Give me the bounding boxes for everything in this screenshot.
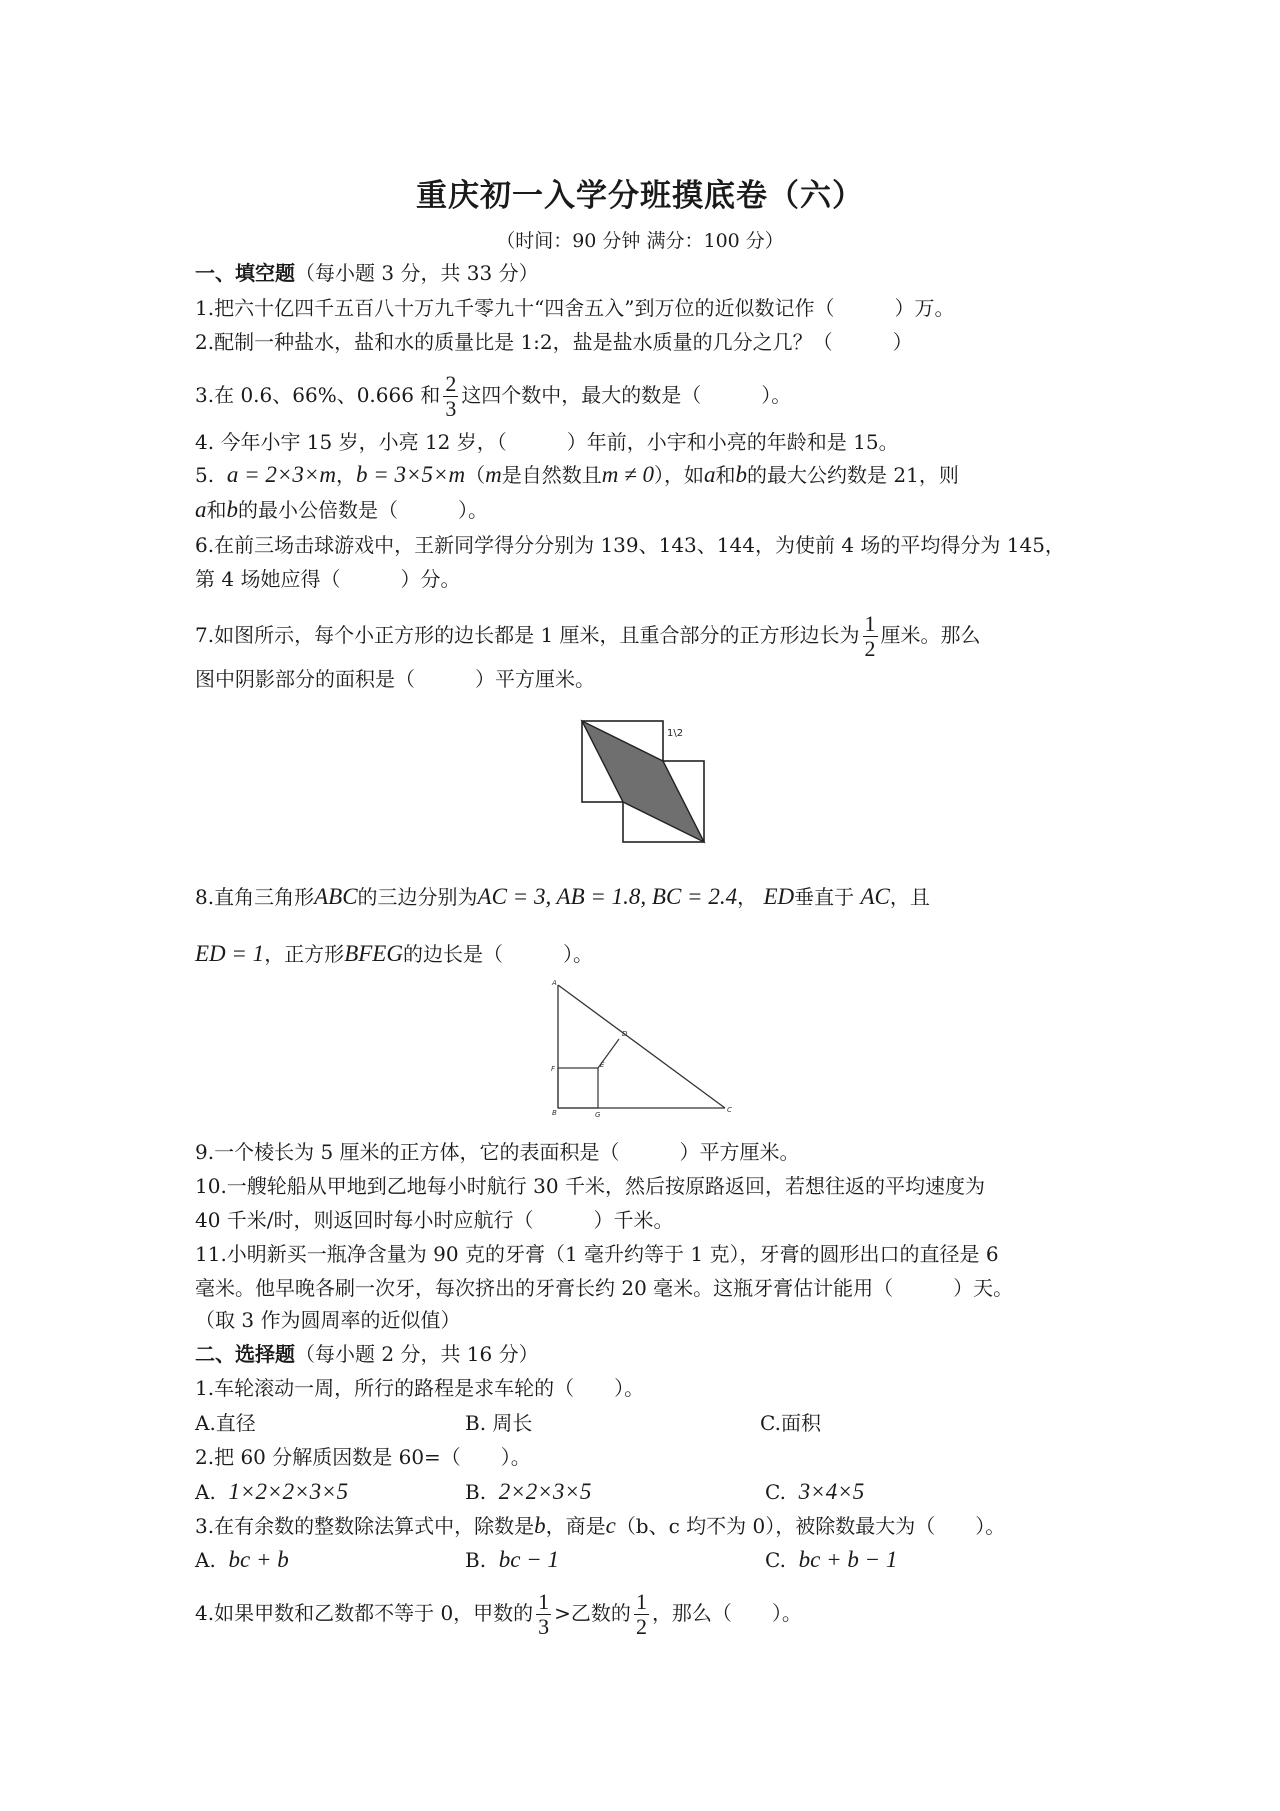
page-subtitle: （时间：90 分钟 满分：100 分）: [496, 230, 784, 252]
fraction-one-half: [863, 612, 878, 661]
fraction-two-thirds: [443, 372, 458, 421]
question-1-11-line1: 11.小明新买一瓶净含量为 90 克的牙膏（1 毫升约等于 1 克），牙膏的圆形出口的直径是 6: [195, 1242, 999, 1266]
question-2-1: 1.车轮滚动一周，所行的路程是求车轮的（ ）。: [195, 1376, 645, 1400]
frac-den: 2: [864, 636, 876, 661]
option-label: B.: [465, 1548, 487, 1572]
label-b: B: [552, 1109, 557, 1117]
q5-l2-and: 和: [206, 498, 227, 522]
q4-text-pre: 4.如果甲数和乙数都不等于 0，甲数的: [195, 1601, 534, 1625]
figure-overlapping-squares: [570, 715, 720, 850]
q5-var-b: b: [735, 462, 748, 487]
q3-paren: （b、c 均不为 0），被除数最大为（ ）。: [615, 1514, 1006, 1538]
q5-l2-var-a: a: [195, 497, 207, 522]
question-1-4: 4. 今年小宇 15 岁，小亮 12 岁，（ ）年前，小宇和小亮的年龄和是 15。: [195, 430, 899, 454]
option-expr: bc + b − 1: [798, 1547, 898, 1572]
q4-post: ，那么（ ）。: [651, 1601, 802, 1625]
shaded-region: [582, 721, 704, 842]
q2-3-option-a[interactable]: [195, 1546, 289, 1574]
q2-2-option-b[interactable]: [465, 1478, 591, 1506]
question-2-2: 2.把 60 分解质因数是 60=（ ）。: [195, 1445, 531, 1469]
figure-right-triangle: [540, 975, 740, 1120]
question-1-9: 9.一个棱长为 5 厘米的正方体，它的表面积是（ ）平方厘米。: [195, 1140, 800, 1164]
question-1-7-line1: [195, 612, 981, 661]
q3-var-c: c: [605, 1513, 616, 1538]
square-bfeg: [558, 1068, 598, 1108]
question-1-3: [195, 372, 791, 421]
section-title: 二、选择题: [195, 1342, 295, 1366]
question-1-11-line3: （取 3 作为圆周率的近似值）: [195, 1308, 461, 1332]
option-label: A.: [195, 1548, 216, 1572]
question-1-2: 2.配制一种盐水，盐和水的质量比是 1:2，盐是盐水质量的几分之几？（ ）: [195, 330, 913, 354]
q3-mid: ，商是: [545, 1514, 606, 1538]
q2-3-option-b[interactable]: [465, 1546, 559, 1574]
section-note: （每小题 3 分，共 33 分）: [295, 261, 539, 285]
question-1-10-line1: 10.一艘轮船从甲地到乙地每小时航行 30 千米，然后按原路返回，若想往返的平均速度为: [195, 1174, 985, 1198]
q5-var-m: m: [485, 462, 502, 487]
q8-sep: ，: [737, 885, 758, 909]
q8-mid: 的三边分别为: [357, 885, 478, 909]
section-heading-choice: [195, 1340, 539, 1368]
option-expr: bc − 1: [498, 1547, 560, 1572]
q5-sep: ，: [335, 463, 356, 487]
q4-mid: >乙数的: [554, 1601, 631, 1625]
q8-l2-mid: ，正方形: [264, 942, 345, 966]
question-1-5-line2: [195, 496, 488, 524]
fraction-one-third: [536, 1590, 551, 1639]
q5-num: 5.: [195, 463, 215, 487]
option-expr: 1×2×2×3×5: [228, 1479, 349, 1504]
option-label: B.: [465, 1480, 487, 1504]
label-c: C: [727, 1106, 732, 1114]
q5-cond-expr: m ≠ 0: [601, 462, 655, 487]
q8-text-pre: 8.直角三角形: [195, 885, 315, 909]
q3-text-pre: 3.在 0.6、66%、0.666 和: [195, 383, 441, 407]
label-g: G: [595, 1111, 601, 1119]
question-1-11-line2: 毫米。他早晚各刷一次牙，每次挤出的牙膏长约 20 毫米。这瓶牙膏估计能用（ ）天。: [195, 1276, 1014, 1300]
q3-text-pre: 3.在有余数的整数除法算式中，除数是: [195, 1514, 535, 1538]
q8-l2-tail: 的边长是（ ）。: [402, 942, 593, 966]
q7-text-post: 厘米。那么: [880, 623, 981, 647]
question-1-5-line1: [195, 461, 959, 489]
label-f: F: [551, 1065, 556, 1073]
frac-den: 3: [538, 1614, 550, 1639]
q8-perp: 垂直于: [794, 885, 855, 909]
q8-abc: ABC: [314, 884, 358, 909]
q5-l2-var-b: b: [226, 497, 238, 522]
fig7-label: 1\2: [667, 728, 684, 739]
q5-expr-a: a = 2×3×m: [226, 462, 336, 487]
q5-var-a: a: [704, 462, 716, 487]
section-title: 一、填空题: [195, 261, 295, 285]
frac-den: 2: [635, 1614, 647, 1639]
q5-l2-tail: 的最小公倍数是（ ）。: [238, 498, 488, 522]
q5-cond-pre: （: [465, 463, 486, 487]
section-note: （每小题 2 分，共 16 分）: [295, 1342, 539, 1366]
label-d: D: [622, 1030, 628, 1038]
q8-ed: ED: [763, 884, 795, 909]
frac-num: 1: [538, 1589, 550, 1614]
option-label: A.: [195, 1480, 216, 1504]
q2-1-option-b[interactable]: B. 周长: [465, 1411, 533, 1435]
q3-text-post: 这四个数中，最大的数是（ ）。: [461, 383, 792, 407]
frac-num: 1: [635, 1589, 647, 1614]
side-ac: [558, 985, 725, 1108]
question-1-10-line2: 40 千米/时，则返回时每小时应航行（ ）千米。: [195, 1208, 674, 1232]
option-label: C.: [765, 1548, 786, 1572]
option-expr: 2×2×3×5: [498, 1479, 592, 1504]
page-title: 重庆初一入学分班摸底卷（六）: [416, 178, 864, 214]
frac-num: 1: [864, 611, 876, 636]
q3-var-b: b: [534, 1513, 546, 1538]
question-1-6-line2: 第 4 场她应得（ ）分。: [195, 567, 461, 591]
question-1-8-line2: [195, 940, 593, 968]
frac-den: 3: [445, 396, 457, 421]
q8-l2-sq: BFEG: [344, 941, 403, 966]
q8-and: ，且: [889, 885, 930, 909]
option-label: C.: [765, 1480, 786, 1504]
q5-tail: 的最大公约数是 21，则: [747, 463, 959, 487]
option-expr: bc + b: [228, 1547, 289, 1572]
q7-text-pre: 7.如图所示，每个小正方形的边长都是 1 厘米，且重合部分的正方形边长为: [195, 623, 860, 647]
q5-cond-post: ），如: [654, 463, 705, 487]
label-a: A: [552, 979, 557, 987]
q2-2-option-c[interactable]: [765, 1478, 864, 1506]
q2-2-option-a[interactable]: [195, 1478, 348, 1506]
section-heading-fill-in: [195, 259, 539, 287]
q2-1-option-c[interactable]: C.面积: [760, 1411, 821, 1435]
q5-cond-mid: 是自然数且: [501, 463, 602, 487]
q2-3-option-c[interactable]: [765, 1546, 897, 1574]
label-e: E: [600, 1061, 605, 1069]
q5-and: 和: [715, 463, 736, 487]
q2-1-option-a[interactable]: A.直径: [195, 1411, 256, 1435]
q8-ac: AC: [860, 884, 890, 909]
q8-l2-ed: ED = 1: [195, 941, 265, 966]
q5-expr-b: b = 3×5×m: [355, 462, 466, 487]
question-1-1: 1.把六十亿四千五百八十万九千零九十“四舍五入”到万位的近似数记作（ ）万。: [195, 296, 955, 320]
fraction-one-half: [634, 1590, 649, 1639]
q8-vals: AC = 3, AB = 1.8, BC = 2.4: [477, 884, 738, 909]
question-2-3: [195, 1512, 1005, 1540]
question-2-4: [195, 1590, 802, 1639]
question-1-8-line1: [195, 883, 930, 911]
option-expr: 3×4×5: [798, 1479, 865, 1504]
frac-num: 2: [445, 371, 457, 396]
question-1-7-line2: 图中阴影部分的面积是（ ）平方厘米。: [195, 667, 595, 691]
question-1-6-line1: 6.在前三场击球游戏中，王新同学得分分别为 139、143、144，为使前 4 场的平均得分为 145，: [195, 533, 1065, 557]
